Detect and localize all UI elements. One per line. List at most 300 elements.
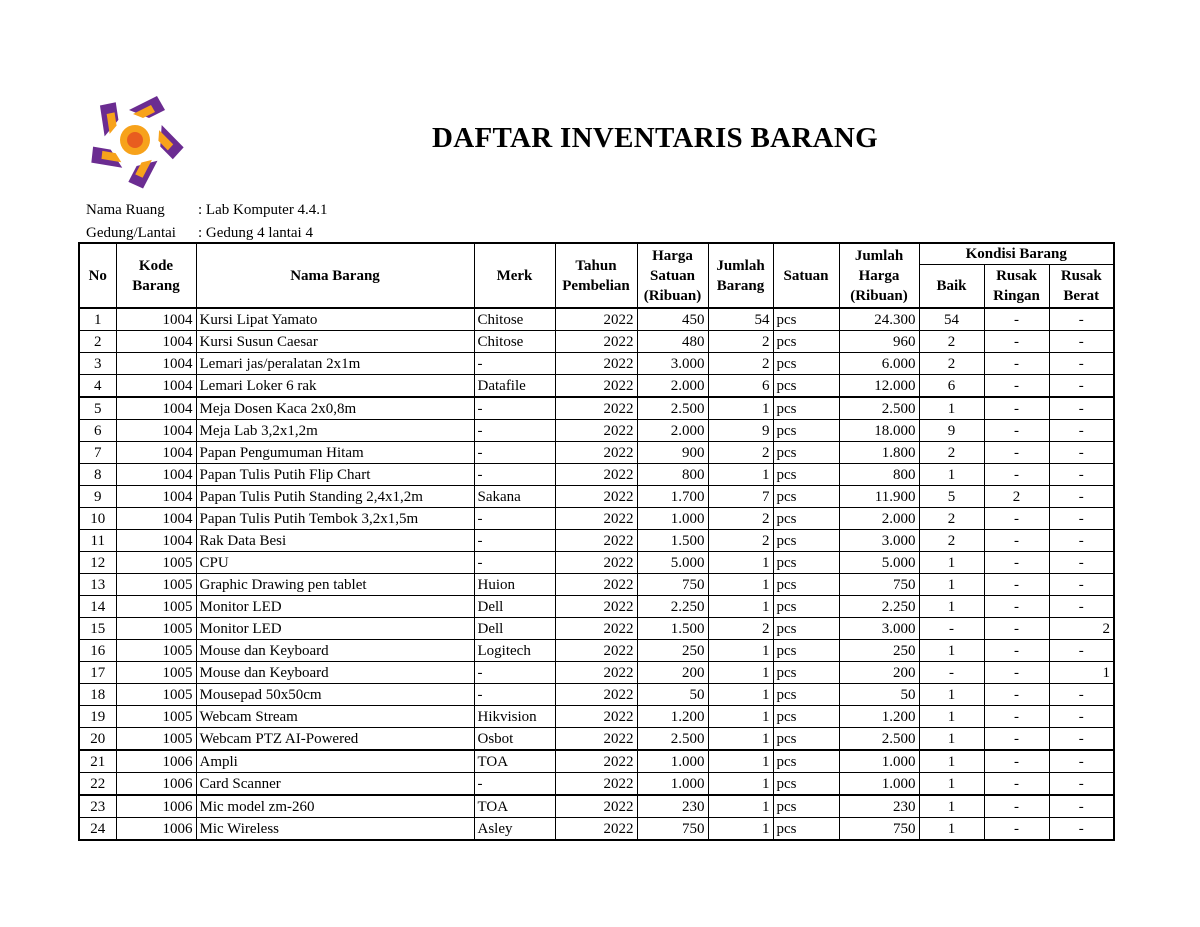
row-total: 1.000 (839, 773, 919, 796)
row-kode: 1004 (116, 464, 196, 486)
row-kode: 1004 (116, 308, 196, 331)
row-harga: 1.000 (637, 508, 708, 530)
row-nama: Mousepad 50x50cm (196, 684, 474, 706)
table-row (79, 353, 1114, 375)
row-baik: 1 (919, 684, 984, 706)
row-jumlah: 2 (708, 618, 773, 640)
row-tahun: 2022 (555, 420, 637, 442)
row-jumlah: 9 (708, 420, 773, 442)
row-no: 20 (79, 728, 116, 751)
inventory-table (78, 242, 1115, 841)
row-baik: 2 (919, 508, 984, 530)
table-row (79, 464, 1114, 486)
row-nama: Lemari jas/peralatan 2x1m (196, 353, 474, 375)
row-satuan: pcs (773, 706, 839, 728)
row-kode: 1006 (116, 750, 196, 773)
row-rusak-ringan: - (984, 530, 1049, 552)
row-satuan: pcs (773, 308, 839, 331)
row-rusak-ringan: - (984, 684, 1049, 706)
row-rusak-berat: - (1049, 574, 1114, 596)
row-rusak-ringan: - (984, 552, 1049, 574)
row-harga: 2.000 (637, 420, 708, 442)
row-no: 17 (79, 662, 116, 684)
row-kode: 1004 (116, 331, 196, 353)
table-row (79, 773, 1114, 796)
row-harga: 900 (637, 442, 708, 464)
row-baik: 1 (919, 640, 984, 662)
row-no: 5 (79, 397, 116, 420)
table-row (79, 684, 1114, 706)
row-rusak-berat: - (1049, 596, 1114, 618)
row-satuan: pcs (773, 331, 839, 353)
row-tahun: 2022 (555, 308, 637, 331)
row-harga: 1.700 (637, 486, 708, 508)
row-merk: Datafile (474, 375, 555, 398)
row-satuan: pcs (773, 574, 839, 596)
row-jumlah: 7 (708, 486, 773, 508)
room-value: : Lab Komputer 4.4.1 (198, 202, 328, 218)
row-baik: 1 (919, 706, 984, 728)
header-baik: Baik (919, 265, 984, 309)
row-satuan: pcs (773, 552, 839, 574)
row-no: 10 (79, 508, 116, 530)
row-rusak-ringan: - (984, 640, 1049, 662)
row-rusak-berat: - (1049, 397, 1114, 420)
row-kode: 1005 (116, 574, 196, 596)
row-rusak-berat: - (1049, 442, 1114, 464)
row-harga: 3.000 (637, 353, 708, 375)
row-merk: - (474, 684, 555, 706)
row-baik: 6 (919, 375, 984, 398)
building-value: : Gedung 4 lantai 4 (198, 225, 313, 241)
header-rusak-berat: Rusak Berat (1049, 265, 1114, 309)
row-baik: 1 (919, 574, 984, 596)
table-row (79, 795, 1114, 818)
row-tahun: 2022 (555, 530, 637, 552)
row-merk: Dell (474, 618, 555, 640)
row-total: 1.800 (839, 442, 919, 464)
row-baik: 1 (919, 464, 984, 486)
row-satuan: pcs (773, 375, 839, 398)
table-row (79, 420, 1114, 442)
row-harga: 1.500 (637, 530, 708, 552)
row-harga: 230 (637, 795, 708, 818)
row-satuan: pcs (773, 728, 839, 751)
row-tahun: 2022 (555, 353, 637, 375)
row-tahun: 2022 (555, 618, 637, 640)
row-satuan: pcs (773, 397, 839, 420)
row-rusak-berat: - (1049, 331, 1114, 353)
row-nama: CPU (196, 552, 474, 574)
row-tahun: 2022 (555, 552, 637, 574)
row-satuan: pcs (773, 464, 839, 486)
row-kode: 1005 (116, 596, 196, 618)
row-baik: - (919, 618, 984, 640)
row-baik: 1 (919, 596, 984, 618)
row-jumlah: 1 (708, 728, 773, 751)
row-merk: Chitose (474, 331, 555, 353)
table-row (79, 375, 1114, 398)
row-tahun: 2022 (555, 464, 637, 486)
row-total: 230 (839, 795, 919, 818)
row-rusak-berat: 1 (1049, 662, 1114, 684)
row-rusak-ringan: - (984, 773, 1049, 796)
building-label: Gedung/Lantai (86, 225, 176, 241)
row-merk: - (474, 464, 555, 486)
header-merk: Merk (474, 243, 555, 308)
row-merk: - (474, 662, 555, 684)
row-nama: Papan Tulis Putih Flip Chart (196, 464, 474, 486)
row-rusak-ringan: - (984, 596, 1049, 618)
row-no: 16 (79, 640, 116, 662)
row-merk: - (474, 420, 555, 442)
row-baik: 2 (919, 442, 984, 464)
row-merk: Hikvision (474, 706, 555, 728)
row-nama: Mic Wireless (196, 818, 474, 841)
row-total: 750 (839, 574, 919, 596)
row-tahun: 2022 (555, 662, 637, 684)
row-harga: 750 (637, 818, 708, 841)
row-rusak-berat: - (1049, 464, 1114, 486)
row-rusak-berat: - (1049, 750, 1114, 773)
row-tahun: 2022 (555, 331, 637, 353)
row-merk: Huion (474, 574, 555, 596)
row-no: 24 (79, 818, 116, 841)
row-satuan: pcs (773, 508, 839, 530)
row-harga: 5.000 (637, 552, 708, 574)
table-row (79, 552, 1114, 574)
row-satuan: pcs (773, 596, 839, 618)
row-nama: Meja Dosen Kaca 2x0,8m (196, 397, 474, 420)
row-total: 750 (839, 818, 919, 841)
table-row (79, 596, 1114, 618)
row-harga: 2.500 (637, 397, 708, 420)
row-no: 15 (79, 618, 116, 640)
row-tahun: 2022 (555, 574, 637, 596)
row-kode: 1005 (116, 706, 196, 728)
row-rusak-ringan: - (984, 308, 1049, 331)
table-row (79, 486, 1114, 508)
row-total: 3.000 (839, 618, 919, 640)
row-total: 3.000 (839, 530, 919, 552)
row-merk: - (474, 773, 555, 796)
row-rusak-ringan: - (984, 706, 1049, 728)
row-no: 22 (79, 773, 116, 796)
row-rusak-ringan: - (984, 618, 1049, 640)
row-tahun: 2022 (555, 818, 637, 841)
row-total: 11.900 (839, 486, 919, 508)
row-kode: 1004 (116, 486, 196, 508)
row-nama: Meja Lab 3,2x1,2m (196, 420, 474, 442)
row-total: 2.250 (839, 596, 919, 618)
row-merk: Logitech (474, 640, 555, 662)
table-row (79, 331, 1114, 353)
row-jumlah: 1 (708, 552, 773, 574)
row-tahun: 2022 (555, 750, 637, 773)
row-tahun: 2022 (555, 795, 637, 818)
row-jumlah: 1 (708, 464, 773, 486)
row-rusak-berat: - (1049, 375, 1114, 398)
room-info (86, 202, 328, 219)
table-row (79, 397, 1114, 420)
table-row (79, 640, 1114, 662)
row-kode: 1006 (116, 773, 196, 796)
row-harga: 2.000 (637, 375, 708, 398)
row-jumlah: 2 (708, 331, 773, 353)
row-kode: 1006 (116, 818, 196, 841)
row-total: 1.000 (839, 750, 919, 773)
row-merk: - (474, 397, 555, 420)
header-nama: Nama Barang (196, 243, 474, 308)
row-rusak-berat: - (1049, 640, 1114, 662)
header-tahun: Tahun Pembelian (555, 243, 637, 308)
row-rusak-ringan: - (984, 375, 1049, 398)
row-nama: Kursi Lipat Yamato (196, 308, 474, 331)
row-rusak-ringan: - (984, 574, 1049, 596)
row-kode: 1004 (116, 397, 196, 420)
row-jumlah: 1 (708, 397, 773, 420)
row-harga: 450 (637, 308, 708, 331)
row-rusak-berat: - (1049, 773, 1114, 796)
row-satuan: pcs (773, 795, 839, 818)
row-nama: Kursi Susun Caesar (196, 331, 474, 353)
row-harga: 800 (637, 464, 708, 486)
header-kondisi: Kondisi Barang (919, 243, 1114, 265)
row-nama: Graphic Drawing pen tablet (196, 574, 474, 596)
table-row (79, 818, 1114, 841)
row-kode: 1004 (116, 353, 196, 375)
row-baik: 1 (919, 750, 984, 773)
row-merk: Chitose (474, 308, 555, 331)
row-jumlah: 1 (708, 640, 773, 662)
row-tahun: 2022 (555, 773, 637, 796)
row-kode: 1005 (116, 552, 196, 574)
row-jumlah: 1 (708, 818, 773, 841)
row-satuan: pcs (773, 684, 839, 706)
row-baik: 2 (919, 353, 984, 375)
row-harga: 480 (637, 331, 708, 353)
row-tahun: 2022 (555, 486, 637, 508)
table-row (79, 618, 1114, 640)
row-nama: Lemari Loker 6 rak (196, 375, 474, 398)
row-baik: 2 (919, 331, 984, 353)
row-tahun: 2022 (555, 640, 637, 662)
row-kode: 1005 (116, 684, 196, 706)
row-total: 800 (839, 464, 919, 486)
row-no: 2 (79, 331, 116, 353)
row-rusak-berat: - (1049, 486, 1114, 508)
row-nama: Monitor LED (196, 596, 474, 618)
row-nama: Webcam Stream (196, 706, 474, 728)
row-tahun: 2022 (555, 508, 637, 530)
row-harga: 2.500 (637, 728, 708, 751)
row-rusak-berat: - (1049, 353, 1114, 375)
row-merk: - (474, 552, 555, 574)
row-satuan: pcs (773, 442, 839, 464)
row-total: 2.500 (839, 397, 919, 420)
row-total: 5.000 (839, 552, 919, 574)
row-merk: - (474, 508, 555, 530)
row-jumlah: 1 (708, 706, 773, 728)
row-kode: 1004 (116, 508, 196, 530)
row-no: 14 (79, 596, 116, 618)
table-row (79, 442, 1114, 464)
row-kode: 1004 (116, 530, 196, 552)
row-rusak-ringan: - (984, 420, 1049, 442)
row-no: 18 (79, 684, 116, 706)
row-rusak-ringan: - (984, 508, 1049, 530)
row-total: 1.200 (839, 706, 919, 728)
row-no: 9 (79, 486, 116, 508)
row-total: 18.000 (839, 420, 919, 442)
row-harga: 1.000 (637, 773, 708, 796)
row-rusak-ringan: - (984, 353, 1049, 375)
row-harga: 200 (637, 662, 708, 684)
page-title: DAFTAR INVENTARIS BARANG (432, 122, 878, 154)
row-total: 6.000 (839, 353, 919, 375)
row-kode: 1005 (116, 662, 196, 684)
table-row (79, 728, 1114, 751)
row-rusak-berat: - (1049, 308, 1114, 331)
row-no: 4 (79, 375, 116, 398)
row-kode: 1004 (116, 375, 196, 398)
row-baik: 2 (919, 530, 984, 552)
table-row (79, 706, 1114, 728)
row-total: 2.000 (839, 508, 919, 530)
row-no: 1 (79, 308, 116, 331)
row-no: 6 (79, 420, 116, 442)
row-rusak-ringan: - (984, 662, 1049, 684)
row-jumlah: 2 (708, 353, 773, 375)
row-kode: 1005 (116, 618, 196, 640)
row-jumlah: 1 (708, 596, 773, 618)
row-rusak-berat: - (1049, 420, 1114, 442)
row-baik: 5 (919, 486, 984, 508)
row-nama: Mic model zm-260 (196, 795, 474, 818)
row-baik: 1 (919, 552, 984, 574)
row-merk: Osbot (474, 728, 555, 751)
row-rusak-berat: - (1049, 795, 1114, 818)
row-no: 3 (79, 353, 116, 375)
row-no: 12 (79, 552, 116, 574)
row-satuan: pcs (773, 618, 839, 640)
row-rusak-ringan: - (984, 442, 1049, 464)
row-harga: 1.000 (637, 750, 708, 773)
row-nama: Papan Tulis Putih Standing 2,4x1,2m (196, 486, 474, 508)
row-merk: - (474, 530, 555, 552)
row-rusak-berat: - (1049, 706, 1114, 728)
row-baik: - (919, 662, 984, 684)
row-merk: TOA (474, 795, 555, 818)
row-merk: - (474, 353, 555, 375)
row-baik: 1 (919, 728, 984, 751)
row-kode: 1005 (116, 640, 196, 662)
row-tahun: 2022 (555, 397, 637, 420)
row-nama: Ampli (196, 750, 474, 773)
row-nama: Mouse dan Keyboard (196, 662, 474, 684)
row-jumlah: 2 (708, 508, 773, 530)
row-tahun: 2022 (555, 684, 637, 706)
table-row (79, 750, 1114, 773)
row-total: 2.500 (839, 728, 919, 751)
row-rusak-berat: - (1049, 684, 1114, 706)
row-tahun: 2022 (555, 442, 637, 464)
row-baik: 54 (919, 308, 984, 331)
row-no: 8 (79, 464, 116, 486)
row-merk: Dell (474, 596, 555, 618)
table-row (79, 662, 1114, 684)
row-nama: Webcam PTZ AI-Powered (196, 728, 474, 751)
row-merk: Asley (474, 818, 555, 841)
row-no: 21 (79, 750, 116, 773)
row-harga: 250 (637, 640, 708, 662)
building-info (86, 225, 313, 242)
table-row (79, 508, 1114, 530)
row-tahun: 2022 (555, 375, 637, 398)
row-no: 19 (79, 706, 116, 728)
table-row (79, 308, 1114, 331)
row-jumlah: 1 (708, 795, 773, 818)
row-nama: Monitor LED (196, 618, 474, 640)
row-nama: Card Scanner (196, 773, 474, 796)
header-jumlah-harga: Jumlah Harga (Ribuan) (839, 243, 919, 308)
header-harga: Harga Satuan (Ribuan) (637, 243, 708, 308)
row-nama: Mouse dan Keyboard (196, 640, 474, 662)
row-nama: Papan Tulis Putih Tembok 3,2x1,5m (196, 508, 474, 530)
row-tahun: 2022 (555, 596, 637, 618)
row-baik: 9 (919, 420, 984, 442)
row-total: 24.300 (839, 308, 919, 331)
table-row (79, 530, 1114, 552)
row-total: 12.000 (839, 375, 919, 398)
row-rusak-ringan: 2 (984, 486, 1049, 508)
row-no: 11 (79, 530, 116, 552)
row-rusak-ringan: - (984, 397, 1049, 420)
row-satuan: pcs (773, 818, 839, 841)
row-baik: 1 (919, 795, 984, 818)
row-jumlah: 1 (708, 684, 773, 706)
row-nama: Papan Pengumuman Hitam (196, 442, 474, 464)
row-kode: 1004 (116, 442, 196, 464)
header-satuan: Satuan (773, 243, 839, 308)
row-satuan: pcs (773, 353, 839, 375)
row-baik: 1 (919, 818, 984, 841)
row-no: 23 (79, 795, 116, 818)
row-satuan: pcs (773, 530, 839, 552)
row-rusak-berat: 2 (1049, 618, 1114, 640)
row-baik: 1 (919, 397, 984, 420)
row-no: 13 (79, 574, 116, 596)
row-merk: TOA (474, 750, 555, 773)
row-harga: 2.250 (637, 596, 708, 618)
row-total: 50 (839, 684, 919, 706)
header-rusak-ringan: Rusak Ringan (984, 265, 1049, 309)
header-jumlah: Jumlah Barang (708, 243, 773, 308)
row-satuan: pcs (773, 486, 839, 508)
row-satuan: pcs (773, 750, 839, 773)
row-no: 7 (79, 442, 116, 464)
row-rusak-ringan: - (984, 464, 1049, 486)
row-harga: 1.500 (637, 618, 708, 640)
row-baik: 1 (919, 773, 984, 796)
row-kode: 1005 (116, 728, 196, 751)
row-rusak-ringan: - (984, 750, 1049, 773)
row-jumlah: 1 (708, 662, 773, 684)
row-jumlah: 1 (708, 773, 773, 796)
row-jumlah: 1 (708, 750, 773, 773)
row-kode: 1004 (116, 420, 196, 442)
row-jumlah: 2 (708, 530, 773, 552)
